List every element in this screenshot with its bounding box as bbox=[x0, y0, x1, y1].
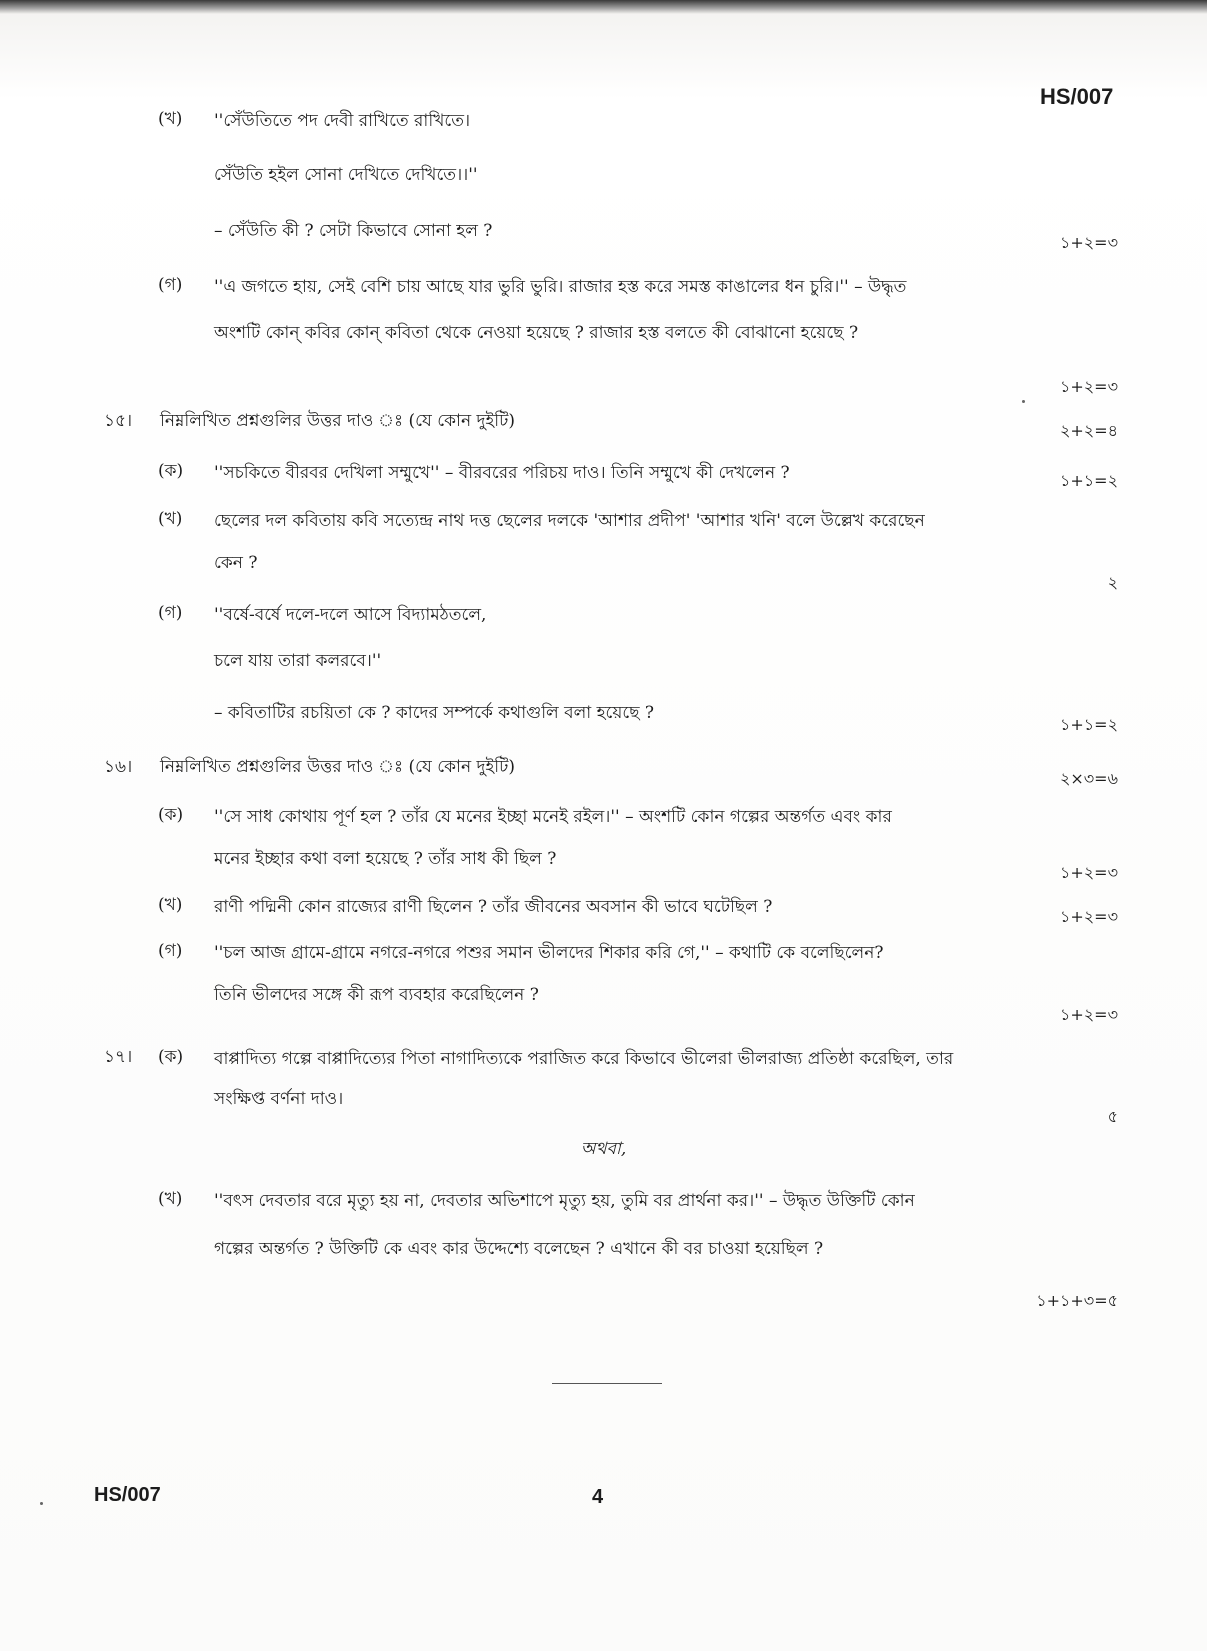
q14-kha-line2: সেঁউতি হইল সোনা দেখিতে দেখিতে।।'' bbox=[214, 165, 478, 185]
q14-ga-line1: ''এ জগতে হায়, সেই বেশি চায় আছে যার ভুরি ভুরি। রাজার হস্ত করে সমস্ত কাঙালের ধন চুরি।'' – উদ্ধৃত bbox=[214, 277, 907, 297]
q17-ka-line1: বাপ্পাদিত্য গল্পে বাপ্পাদিত্যের পিতা নাগাদিত্যকে পরাজিত করে কিভাবে ভীলেরা ভীলরাজ্য প্রতিষ্ঠা করেছিল, তার bbox=[214, 1049, 954, 1069]
scan-shadow bbox=[0, 0, 1207, 14]
q16-ga-line2: তিনি ভীলদের সঙ্গে কী রূপ ব্যবহার করেছিলেন ? bbox=[214, 985, 539, 1005]
q15-ga-line1: ''বর্ষে-বর্ষে দলে-দলে আসে বিদ্যামঠতলে, bbox=[214, 605, 487, 625]
footer-paper-code: HS/007 bbox=[94, 1484, 161, 1506]
q17-or-text: অথবা, bbox=[580, 1139, 627, 1159]
q15-heading: নিম্নলিখিত প্রশ্নগুলির উত্তর দাও ঃ (যে কোন দুইটি) bbox=[160, 411, 516, 431]
q15-ga-marks: ১+১=২ bbox=[1060, 715, 1118, 734]
q15-ga-line3: – কবিতাটির রচয়িতা কে ? কাদের সম্পর্কে কথাগুলি বলা হয়েছে ? bbox=[214, 703, 655, 723]
q14-ga-line2: অংশটি কোন্ কবির কোন্ কবিতা থেকে নেওয়া হয়েছে ? রাজার হস্ত বলতে কী বোঝানো হয়েছে ? bbox=[214, 323, 859, 343]
q16-ka-line1: ''সে সাধ কোথায় পূর্ণ হল ? তাঁর যে মনের ইচ্ছা মনেই রইল।'' – অংশটি কোন গল্পের অন্তর্গত এবং কার bbox=[214, 807, 892, 827]
q17-ka-marks: ৫ bbox=[1107, 1107, 1118, 1126]
q17-kha-marks: ১+১+৩=৫ bbox=[1036, 1291, 1118, 1310]
q15-kha-label: (খ) bbox=[158, 509, 183, 529]
q15-ka-line1: ''সচকিতে বীরবর দেখিলা সম্মুখে'' – বীরবরের পরিচয় দাও। তিনি সম্মুখে কী দেখলেন ? bbox=[214, 463, 790, 483]
q16-number: ১৬। bbox=[104, 757, 133, 777]
q17-ka-line2: সংক্ষিপ্ত বর্ণনা দাও। bbox=[214, 1089, 344, 1109]
q15-ga-line2: চলে যায় তারা কলরবে।'' bbox=[214, 651, 382, 671]
q14-kha-line1: ''সেঁউতিতে পদ দেবী রাখিতে রাখিতে। bbox=[214, 111, 471, 131]
q16-ka-line2: মনের ইচ্ছার কথা বলা হয়েছে ? তাঁর সাধ কী ছিল ? bbox=[214, 849, 557, 869]
q16-marks: ২×৩=৬ bbox=[1059, 769, 1118, 788]
q14-kha-line3: – সেঁউতি কী ? সেটা কিভাবে সোনা হল ? bbox=[214, 221, 493, 241]
q15-ka-label: (ক) bbox=[158, 461, 184, 481]
q16-kha-line1: রাণী পদ্মিনী কোন রাজ্যের রাণী ছিলেন ? তাঁর জীবনের অবসান কী ভাবে ঘটেছিল ? bbox=[214, 897, 773, 917]
q17-kha-line1: ''বৎস দেবতার বরে মৃত্যু হয় না, দেবতার অভিশাপে মৃত্যু হয়, তুমি বর প্রার্থনা কর।'' – উদ্ধৃত উক্তিটি কোন bbox=[214, 1191, 915, 1211]
q15-marks: ২+২=৪ bbox=[1059, 421, 1118, 440]
q15-number: ১৫। bbox=[104, 411, 133, 431]
end-rule bbox=[552, 1383, 662, 1384]
q14-ga-label: (গ) bbox=[158, 275, 183, 295]
q17-kha-label: (খ) bbox=[158, 1189, 183, 1209]
q15-kha-line2: কেন ? bbox=[214, 553, 258, 573]
q16-ka-label: (ক) bbox=[158, 805, 184, 825]
q14-ga-marks: ১+২=৩ bbox=[1059, 377, 1118, 396]
q15-kha-line1: ছেলের দল কবিতায় কবি সত্যেন্দ্র নাথ দত্ত ছেলের দলকে 'আশার প্রদীপ' 'আশার খনি' বলে উল্লেখ করেছেন bbox=[214, 511, 925, 531]
q15-ka-marks: ১+১=২ bbox=[1060, 471, 1118, 490]
q16-ga-marks: ১+২=৩ bbox=[1059, 1005, 1118, 1024]
scan-speck bbox=[1022, 400, 1025, 403]
q15-ga-label: (গ) bbox=[158, 603, 183, 623]
q16-heading: নিম্নলিখিত প্রশ্নগুলির উত্তর দাও ঃ (যে কোন দুইটি) bbox=[160, 757, 516, 777]
q14-kha-marks: ১+২=৩ bbox=[1059, 233, 1118, 252]
q16-kha-marks: ১+২=৩ bbox=[1059, 907, 1118, 926]
q16-kha-label: (খ) bbox=[158, 895, 183, 915]
q14-kha-label: (খ) bbox=[158, 109, 183, 129]
header-paper-code: HS/007 bbox=[1040, 84, 1114, 109]
q17-ka-label: (ক) bbox=[158, 1047, 184, 1067]
page-number: 4 bbox=[592, 1486, 604, 1508]
q16-ka-marks: ১+২=৩ bbox=[1059, 863, 1118, 882]
q17-kha-line2: গল্পের অন্তর্গত ? উক্তিটি কে এবং কার উদ্দেশ্যে বলেছেন ? এখানে কী বর চাওয়া হয়েছিল ? bbox=[214, 1239, 824, 1259]
q16-ga-line1: ''চল আজ গ্রামে-গ্রামে নগরে-নগরে পশুর সমান ভীলদের শিকার করি গে,'' – কথাটি কে বলেছিলেন? bbox=[214, 943, 884, 963]
q17-number: ১৭। bbox=[104, 1047, 133, 1067]
scan-speck bbox=[40, 1502, 43, 1505]
q16-ga-label: (গ) bbox=[158, 941, 183, 961]
q15-kha-marks: ২ bbox=[1107, 573, 1118, 592]
